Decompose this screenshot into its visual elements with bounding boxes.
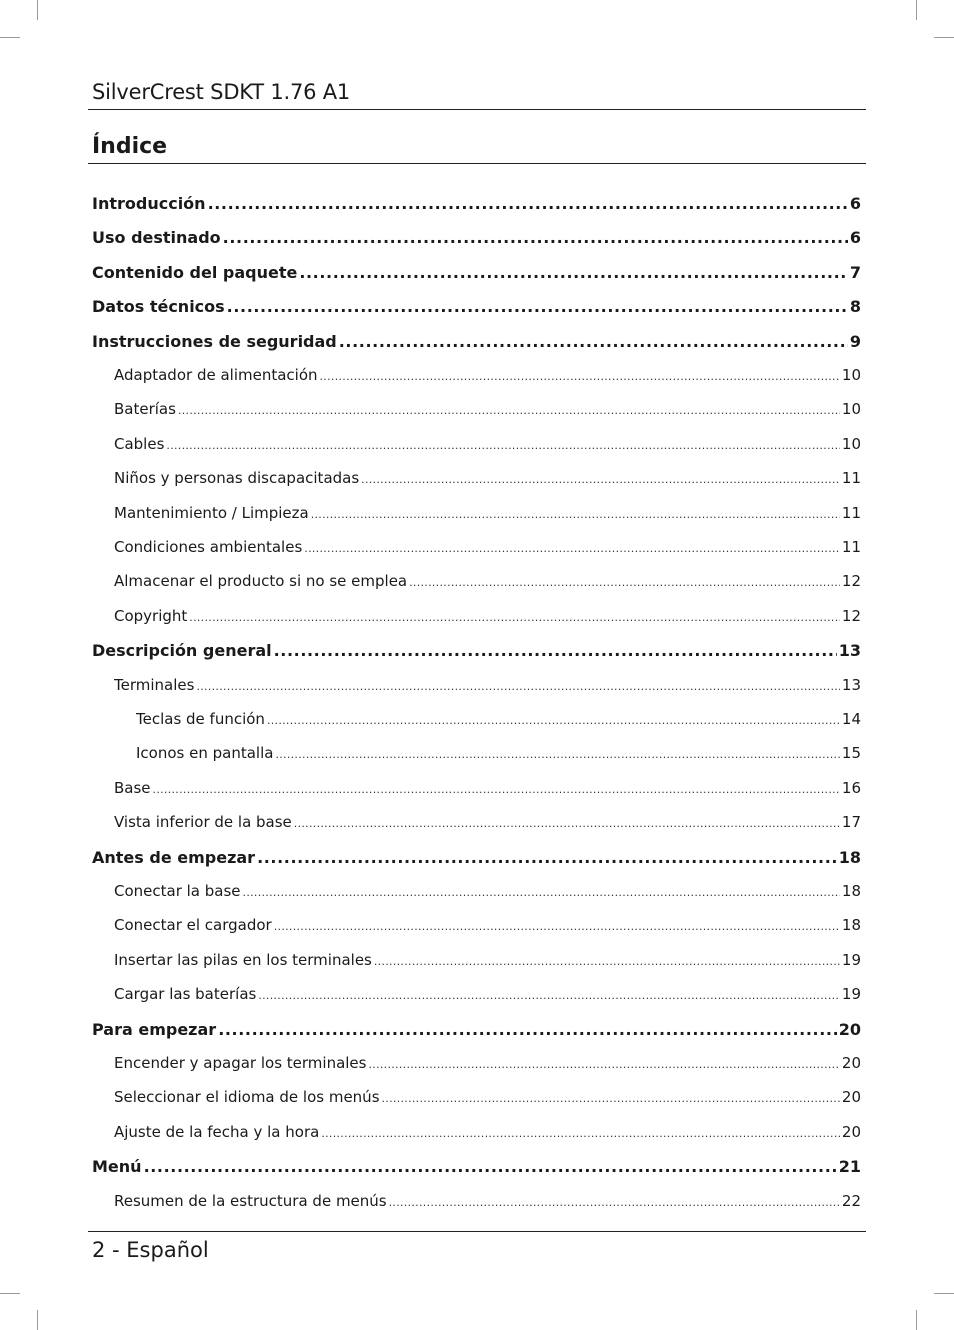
toc-dot-leader bbox=[267, 714, 840, 727]
toc-entry-label: Cargar las baterías bbox=[114, 985, 257, 1004]
toc-entry-label: Datos técnicos bbox=[92, 297, 225, 317]
toc-dot-leader bbox=[153, 783, 840, 796]
toc-dot-leader bbox=[320, 370, 840, 383]
toc-entry-label: Condiciones ambientales bbox=[114, 538, 303, 556]
toc-dot-leader bbox=[243, 886, 840, 899]
toc-entry[interactable] bbox=[114, 1123, 861, 1141]
toc-entry[interactable] bbox=[114, 572, 861, 590]
toc-dot-leader bbox=[144, 1157, 837, 1176]
toc-entry-page-number: 17 bbox=[841, 813, 861, 832]
toc-dot-leader bbox=[311, 508, 840, 521]
crop-mark-top-right bbox=[916, 0, 917, 20]
toc-dot-leader bbox=[223, 228, 848, 247]
header-rule bbox=[88, 109, 866, 110]
toc-entry[interactable] bbox=[136, 744, 861, 762]
toc-entry-label: Para empezar bbox=[92, 1019, 217, 1039]
toc-entry[interactable] bbox=[114, 1192, 861, 1210]
toc-entry[interactable] bbox=[114, 504, 861, 522]
toc-dot-leader bbox=[208, 194, 848, 213]
toc-dot-leader bbox=[274, 641, 837, 660]
toc-entry-page-number: 11 bbox=[841, 538, 861, 556]
toc-entry-label: Copyright bbox=[114, 606, 188, 625]
toc-entry-page-number: 9 bbox=[849, 331, 861, 351]
toc-entry[interactable] bbox=[114, 607, 861, 625]
toc-entry-page-number: 13 bbox=[841, 675, 861, 694]
toc-entry-page-number: 19 bbox=[841, 950, 861, 969]
heading-rule bbox=[88, 163, 866, 164]
toc-entry-page-number: 10 bbox=[841, 434, 861, 453]
toc-entry-label: Insertar las pilas en los terminales bbox=[114, 950, 372, 969]
toc-entry-label: Contenido del paquete bbox=[92, 262, 298, 282]
toc-entry-page-number: 22 bbox=[841, 1191, 861, 1210]
toc-entry-page-number: 20 bbox=[841, 1054, 861, 1072]
toc-entry-label: Menú bbox=[92, 1157, 142, 1177]
toc-entry-label: Baterías bbox=[114, 400, 176, 419]
toc-entry-label: Mantenimiento / Limpieza bbox=[114, 503, 309, 522]
crop-mark-left-top bbox=[0, 37, 20, 38]
toc-entry-label: Seleccionar el idioma de los menús bbox=[114, 1088, 380, 1107]
toc-dot-leader bbox=[374, 955, 840, 968]
toc-entry-label: Resumen de la estructura de menús bbox=[114, 1191, 387, 1210]
toc-entry-label: Uso destinado bbox=[92, 228, 221, 248]
toc-dot-leader bbox=[178, 404, 840, 417]
toc-entry-page-number: 18 bbox=[841, 916, 861, 935]
toc-entry-page-number: 12 bbox=[841, 606, 861, 625]
toc-entry-page-number: 21 bbox=[838, 1157, 861, 1177]
toc-entry-page-number: 18 bbox=[838, 847, 861, 867]
toc-dot-leader bbox=[275, 748, 839, 761]
page-footer: 2 - Español bbox=[92, 1238, 209, 1262]
toc-entry-page-number: 19 bbox=[841, 985, 861, 1004]
toc-entry[interactable] bbox=[136, 710, 861, 728]
toc-entry-page-number: 18 bbox=[841, 882, 861, 900]
toc-entry-page-number: 11 bbox=[841, 469, 861, 488]
toc-entry-label: Ajuste de la fecha y la hora bbox=[114, 1122, 320, 1141]
toc-entry[interactable] bbox=[114, 1054, 861, 1072]
toc-entry-page-number: 15 bbox=[841, 744, 861, 763]
toc-entry-label: Cables bbox=[114, 434, 165, 453]
toc-entry[interactable] bbox=[114, 985, 861, 1003]
toc-entry-label: Descripción general bbox=[92, 641, 272, 661]
toc-entry-page-number: 8 bbox=[849, 297, 861, 317]
toc-entry[interactable] bbox=[114, 813, 861, 831]
toc-dot-leader bbox=[218, 1020, 837, 1039]
toc-entry-page-number: 13 bbox=[838, 641, 861, 661]
toc-entry-label: Base bbox=[114, 778, 151, 797]
toc-dot-leader bbox=[304, 542, 840, 555]
crop-mark-bottom-left bbox=[37, 1310, 38, 1330]
toc-entry-label: Niños y personas discapacitadas bbox=[114, 469, 360, 488]
toc-entry[interactable] bbox=[114, 882, 861, 900]
toc-entry-label: Terminales bbox=[114, 675, 195, 694]
toc-dot-leader bbox=[361, 473, 840, 486]
toc-dot-leader bbox=[257, 848, 837, 867]
toc-dot-leader bbox=[409, 576, 840, 589]
toc-entry-page-number: 7 bbox=[849, 262, 861, 282]
crop-mark-left-bottom bbox=[0, 1293, 20, 1294]
toc-dot-leader bbox=[368, 1058, 839, 1071]
toc-entry[interactable] bbox=[114, 538, 861, 556]
crop-mark-top-left bbox=[37, 0, 38, 20]
toc-dot-leader bbox=[166, 439, 840, 452]
toc-entry-label: Iconos en pantalla bbox=[136, 744, 274, 763]
toc-entry-label: Adaptador de alimentación bbox=[114, 366, 318, 384]
toc-dot-leader bbox=[274, 920, 840, 933]
toc-entry-page-number: 6 bbox=[849, 194, 861, 213]
toc-entry-page-number: 20 bbox=[841, 1088, 861, 1107]
toc-entry-label: Vista inferior de la base bbox=[114, 813, 292, 832]
toc-entry[interactable] bbox=[114, 435, 861, 453]
toc-dot-leader bbox=[299, 263, 848, 282]
toc-entry[interactable] bbox=[92, 848, 861, 867]
toc-entry[interactable] bbox=[92, 263, 861, 282]
crop-mark-right-bottom bbox=[934, 1293, 954, 1294]
toc-entry-label: Antes de empezar bbox=[92, 847, 256, 867]
footer-rule bbox=[88, 1231, 866, 1232]
toc-dot-leader bbox=[227, 297, 848, 316]
toc-entry-label: Conectar la base bbox=[114, 882, 241, 900]
document-header-title: SilverCrest SDKT 1.76 A1 bbox=[92, 80, 351, 104]
toc-entry-page-number: 20 bbox=[841, 1122, 861, 1141]
toc-dot-leader bbox=[382, 1092, 840, 1105]
toc-dot-leader bbox=[258, 989, 840, 1002]
toc-entry-page-number: 12 bbox=[841, 572, 861, 591]
toc-entry[interactable] bbox=[92, 1020, 861, 1039]
toc-entry[interactable] bbox=[114, 676, 861, 694]
page-title: Índice bbox=[92, 134, 168, 159]
toc-entry[interactable] bbox=[114, 400, 861, 418]
toc-entry-page-number: 10 bbox=[841, 400, 861, 419]
toc-dot-leader bbox=[321, 1127, 840, 1140]
toc-entry-page-number: 16 bbox=[841, 778, 861, 797]
toc-entry-page-number: 11 bbox=[841, 503, 861, 522]
toc-entry-page-number: 10 bbox=[841, 366, 861, 384]
toc-entry[interactable] bbox=[114, 916, 861, 934]
toc-entry[interactable] bbox=[92, 228, 861, 247]
toc-entry-page-number: 6 bbox=[849, 228, 861, 248]
toc-entry[interactable] bbox=[92, 297, 861, 316]
toc-dot-leader bbox=[189, 611, 840, 624]
toc-entry[interactable] bbox=[92, 1157, 861, 1176]
toc-entry-label: Instrucciones de seguridad bbox=[92, 331, 337, 351]
toc-entry[interactable] bbox=[114, 951, 861, 969]
toc-entry[interactable] bbox=[114, 366, 861, 384]
crop-mark-right-top bbox=[934, 37, 954, 38]
toc-entry-label: Introducción bbox=[92, 194, 206, 213]
toc-entry[interactable] bbox=[114, 779, 861, 797]
toc-entry[interactable] bbox=[92, 641, 861, 660]
toc-dot-leader bbox=[294, 817, 840, 830]
toc-entry-label: Teclas de función bbox=[136, 710, 265, 728]
toc-entry-label: Encender y apagar los terminales bbox=[114, 1054, 367, 1072]
toc-dot-leader bbox=[196, 680, 839, 693]
toc-dot-leader bbox=[389, 1196, 840, 1209]
toc-entry[interactable] bbox=[114, 469, 861, 487]
toc-entry-page-number: 20 bbox=[838, 1019, 861, 1039]
crop-mark-bottom-right bbox=[916, 1310, 917, 1330]
toc-entry-label: Conectar el cargador bbox=[114, 916, 272, 935]
toc-entry[interactable] bbox=[92, 194, 861, 213]
toc-entry[interactable] bbox=[92, 332, 861, 351]
toc-entry-label: Almacenar el producto si no se emplea bbox=[114, 572, 408, 591]
toc-entry-page-number: 14 bbox=[841, 710, 861, 728]
toc-dot-leader bbox=[339, 332, 848, 351]
toc-entry[interactable] bbox=[114, 1088, 861, 1106]
